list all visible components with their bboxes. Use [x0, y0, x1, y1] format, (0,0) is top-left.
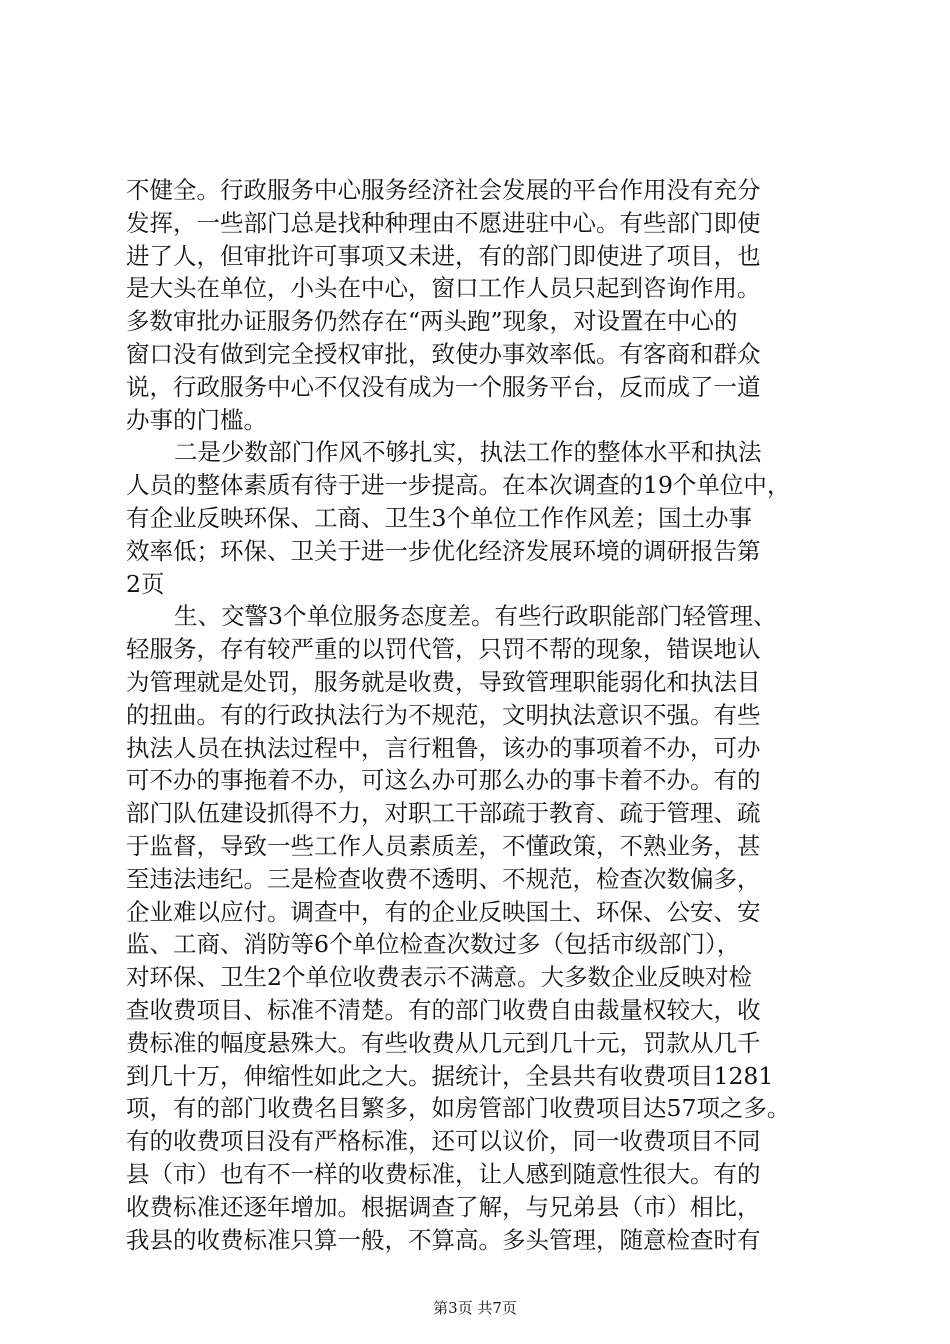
text-line: 部门队伍建设抓得不力，对职工干部疏于教育、疏于管理、疏	[126, 799, 761, 828]
text-line: 轻服务，存有较严重的以罚代管，只罚不帮的现象，错误地认	[126, 635, 761, 664]
text-line: 说，行政服务中心不仅没有成为一个服务平台，反而成了一道	[126, 372, 761, 401]
text-line: 可不办的事拖着不办，可这么办可那么办的事卡着不办。有的	[126, 766, 761, 795]
text-line: 不健全。行政服务中心服务经济社会发展的平台作用没有充分	[126, 176, 761, 204]
text-line: 多数审批办证服务仍然存在“两头跑”现象，对设置在中心的	[126, 307, 738, 336]
text-line: 进了人，但审批许可事项又未进，有的部门即使进了项目，也	[126, 241, 761, 270]
text-line: 办事的门槛。	[126, 405, 267, 434]
text-line: 我县的收费标准只算一般，不算高。多头管理，随意检查时有	[126, 1225, 761, 1254]
text-line: 对环保、卫生2个单位收费表示不满意。大多数企业反映对检	[126, 963, 752, 992]
text-line: 执法人员在执法过程中，言行粗鲁，该办的事项着不办，可办	[126, 733, 761, 762]
text-line: 有的收费项目没有严格标准，还可以议价，同一收费项目不同	[126, 1127, 761, 1156]
text-line: 有企业反映环保、工商、卫生3个单位工作作风差；国土办事	[126, 503, 752, 532]
text-line: 窗口没有做到完全授权审批，致使办事效率低。有客商和群众	[126, 339, 761, 368]
text-line: 效率低；环保、卫关于进一步优化经济发展环境的调研报告第	[126, 536, 761, 565]
text-line: 县（市）也有不一样的收费标准，让人感到随意性很大。有的	[126, 1159, 761, 1188]
text-line: 至违法违纪。三是检查收费不透明、不规范，检查次数偏多，	[126, 864, 761, 893]
text-line: 为管理就是处罚，服务就是收费，导致管理职能弱化和执法目	[126, 667, 761, 696]
text-line: 的扭曲。有的行政执法行为不规范，文明执法意识不强。有些	[126, 700, 761, 729]
text-line: 企业难以应付。调查中，有的企业反映国土、环保、公安、安	[126, 897, 761, 926]
text-line: 生、交警3个单位服务态度差。有些行政职能部门轻管理、	[174, 602, 777, 631]
page-footer: 第3页 共7页	[433, 1299, 517, 1317]
text-line: 到几十万，伸缩性如此之大。据统计，全县共有收费项目1281	[126, 1061, 774, 1090]
body-text	[126, 174, 838, 1256]
text-line: 查收费项目、标准不清楚。有的部门收费自由裁量权较大，收	[126, 995, 761, 1024]
text-line: 收费标准还逐年增加。根据调查了解，与兄弟县（市）相比，	[126, 1192, 761, 1221]
text-line: 监、工商、消防等6个单位检查次数过多（包括市级部门），	[126, 930, 741, 959]
text-line: 二是少数部门作风不够扎实，执法工作的整体水平和执法	[174, 438, 762, 467]
text-line: 费标准的幅度悬殊大。有些收费从几元到几十元，罚款从几千	[126, 1028, 761, 1057]
text-line: 是大头在单位，小头在中心，窗口工作人员只起到咨询作用。	[126, 274, 761, 303]
text-line: 人员的整体素质有待于进一步提高。在本次调查的19个单位中，	[126, 471, 791, 500]
text-line: 2页	[126, 569, 165, 598]
text-line: 发挥，一些部门总是找种种理由不愿进驻中心。有些部门即使	[126, 208, 761, 237]
text-line: 项，有的部门收费名目繁多，如房管部门收费项目达57项之多。	[126, 1094, 791, 1123]
text-line: 于监督，导致一些工作人员素质差，不懂政策，不熟业务，甚	[126, 831, 761, 860]
